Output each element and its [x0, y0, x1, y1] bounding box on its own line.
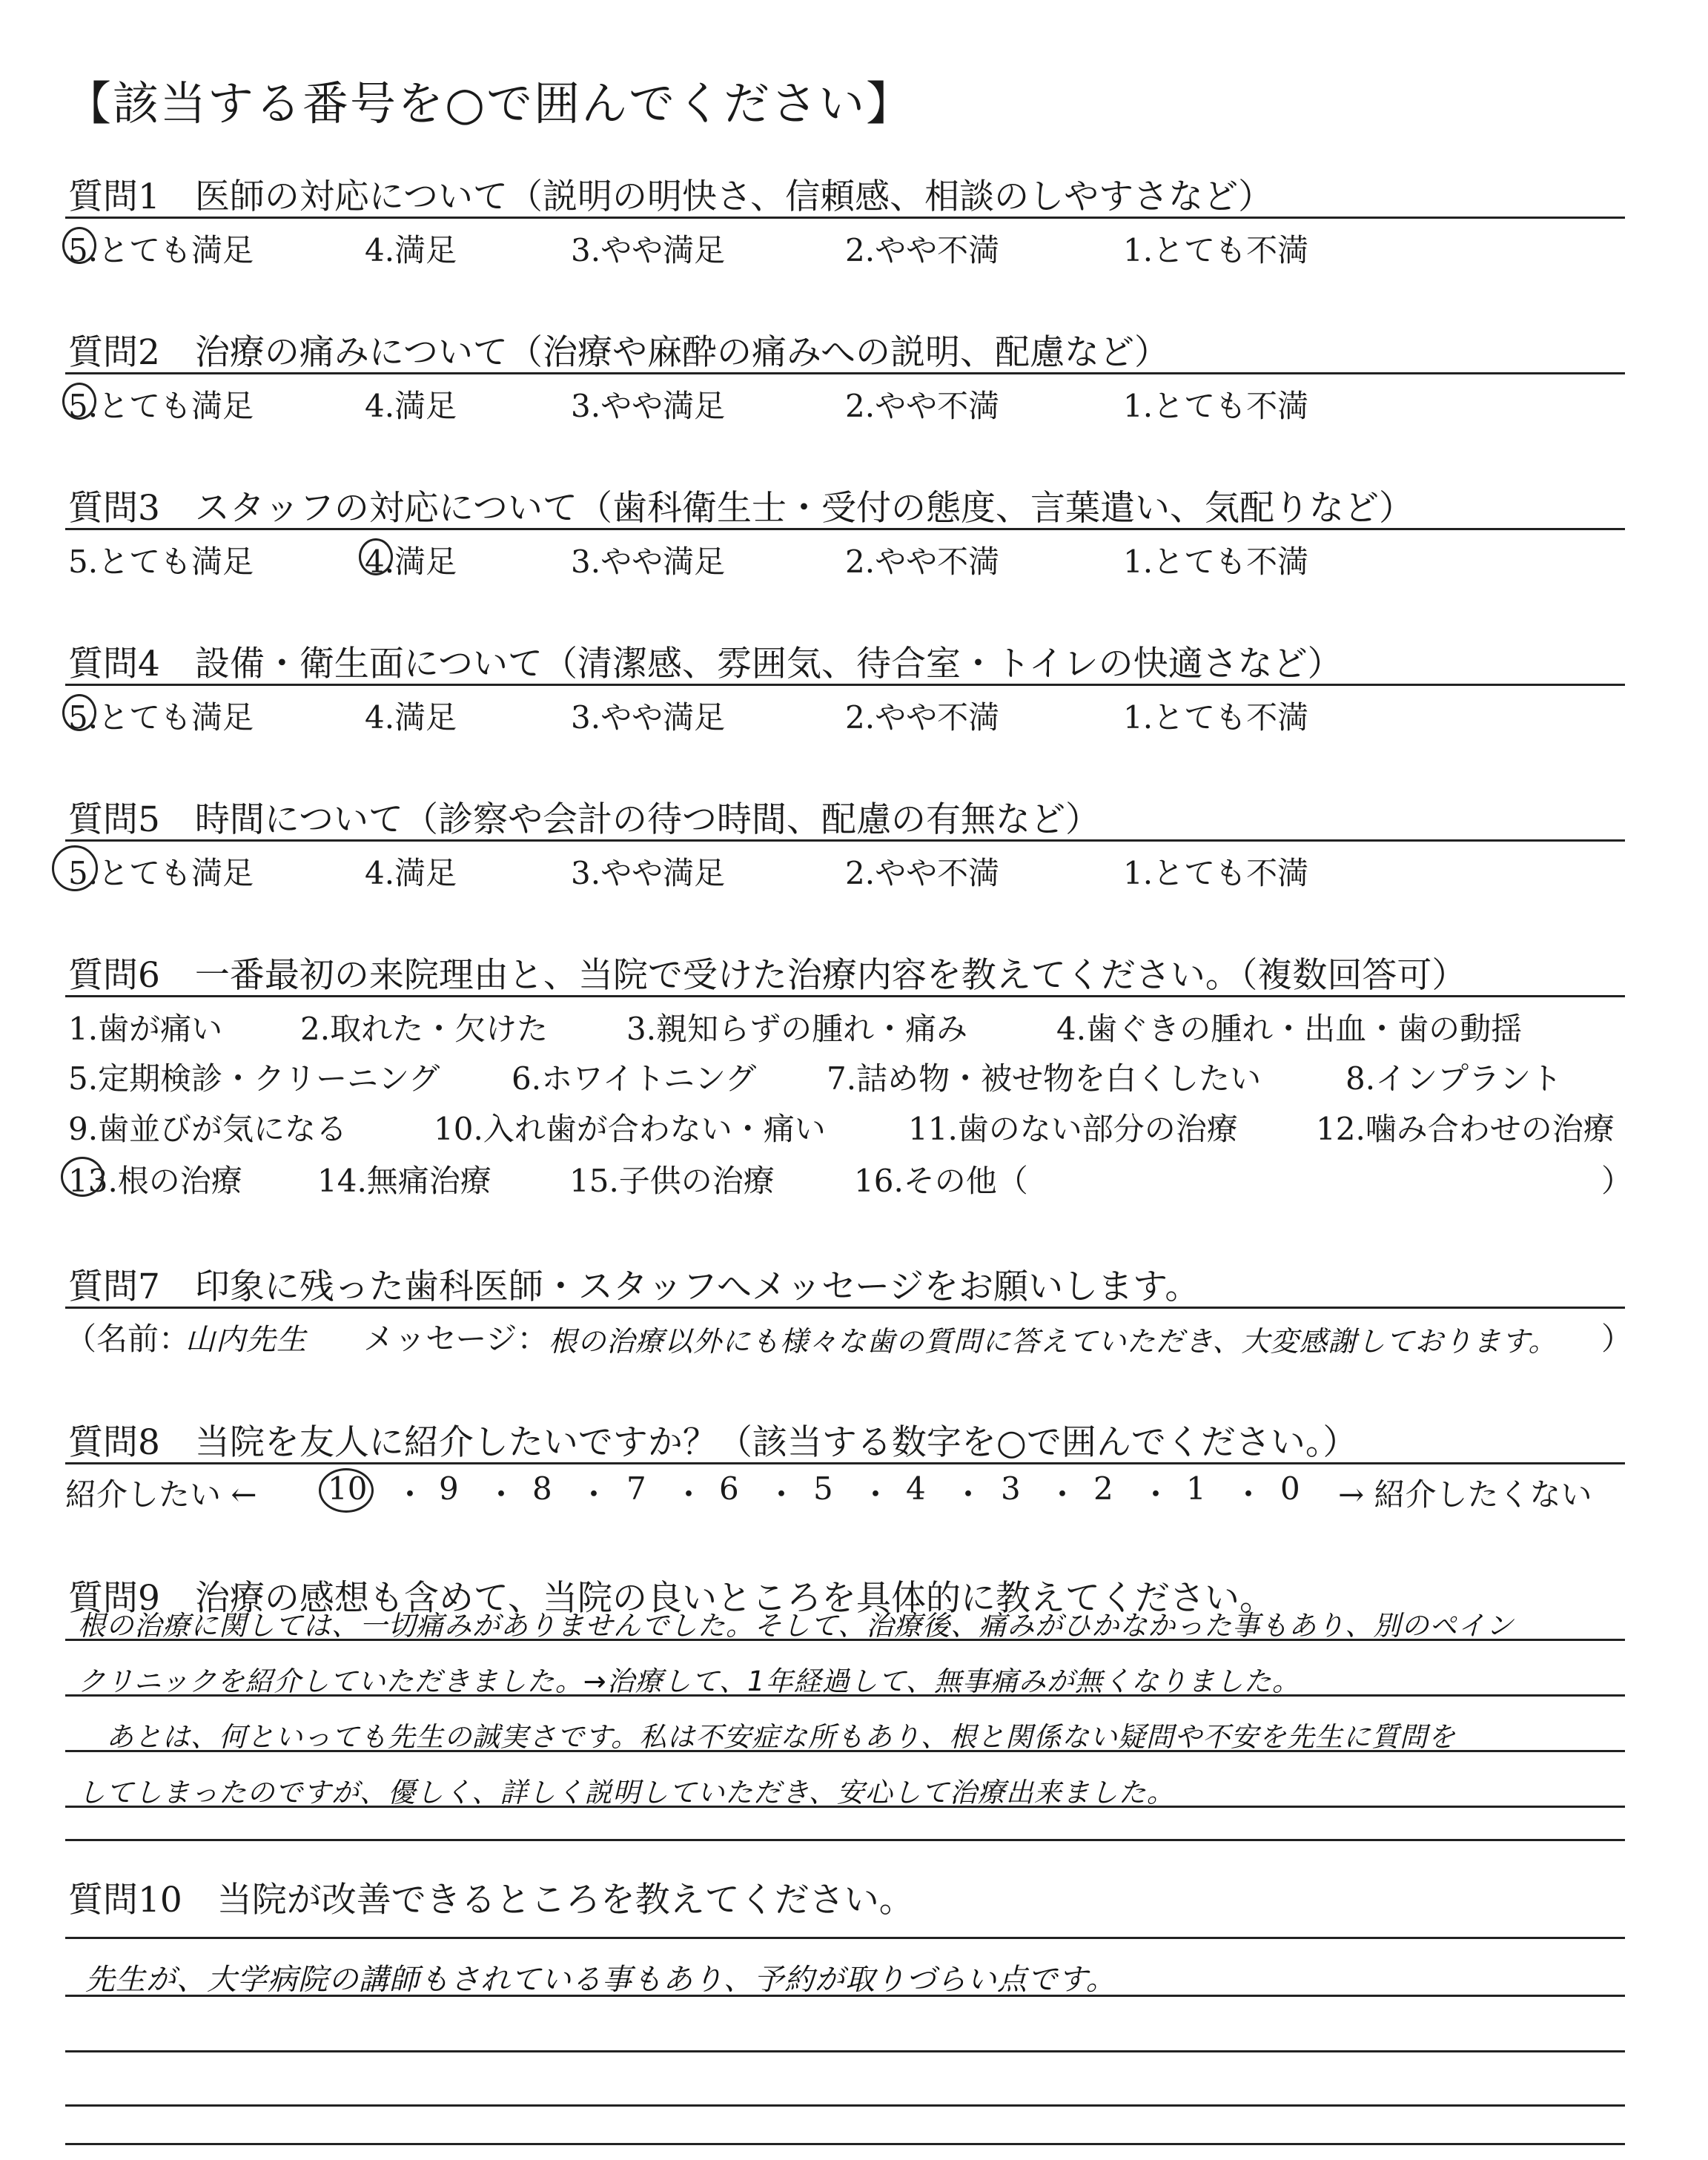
q8-selection-circle: [319, 1468, 374, 1513]
q6-heading: 質問6 一番最初の来院理由と、当院で受けた治療内容を教えてください。（複数回答可）: [68, 955, 1467, 996]
q8-right-label: → 紹介したくない: [1338, 1476, 1592, 1513]
q6-item-10[interactable]: 10.入れ歯が合わない・痛い: [434, 1111, 826, 1147]
q8-scale-8[interactable]: 8: [532, 1470, 552, 1507]
q10-answer-line-1: 先生が、大学病院の講師もされている事もあり、予約が取りづらい点です。: [85, 1963, 1116, 1997]
q1-selection-circle: [62, 227, 96, 264]
q3-option-1[interactable]: 1.とても不満: [1123, 544, 1309, 580]
q8-scale-10[interactable]: 10: [328, 1470, 368, 1507]
q6-item-8[interactable]: 8.インプラント: [1345, 1060, 1563, 1097]
q8-dot: ・: [1233, 1476, 1265, 1513]
q7-heading: 質問7 印象に残った歯科医師・スタッフへメッセージをお願いします。: [68, 1266, 1200, 1307]
q8-dot: ・: [1140, 1476, 1172, 1513]
q8-dot: ・: [486, 1476, 517, 1513]
q6-item-3[interactable]: 3.親知らずの腫れ・痛み: [626, 1011, 968, 1047]
q8-scale-0[interactable]: 0: [1280, 1470, 1300, 1507]
q3-option-3[interactable]: 3.やや満足: [571, 544, 726, 580]
q4-option-1[interactable]: 1.とても不満: [1123, 699, 1309, 736]
q9-answer-line-2: クリニックを紹介していただきました。→治療して、1年経過して、無事痛みが無くなりました。: [78, 1665, 1300, 1697]
q9-heading: 質問9 治療の感想も含めて、当院の良いところを具体的に教えてください。: [68, 1578, 1274, 1619]
q4-heading: 質問4 設備・衛生面について（清潔感、雰囲気、待合室・トイレの快適さなど）: [68, 644, 1343, 684]
q1-option-3[interactable]: 3.やや満足: [571, 232, 726, 268]
q9-answer-line-4: してしまったのですが、優しく、詳しく説明していただき、安心して治療出来ました。: [78, 1777, 1175, 1809]
q1-heading: 質問1 医師の対応について（説明の明快さ、信頼感、相談のしやすさなど）: [68, 176, 1274, 217]
q6-item-9[interactable]: 9.歯並びが気になる: [68, 1111, 348, 1147]
q8-dot: ・: [673, 1476, 705, 1513]
q7-rule: [65, 1307, 1625, 1309]
q5-option-5[interactable]: 5.とても満足: [68, 855, 254, 891]
q7-message-value[interactable]: 根の治療以外にも様々な歯の質問に答えていただき、大変感謝しております。: [549, 1325, 1558, 1358]
q3-heading: 質問3 スタッフの対応について（歯科衛生士・受付の態度、言葉遣い、気配りなど）: [68, 488, 1414, 529]
q9-line-rule-5: [65, 1839, 1625, 1841]
q10-line-rule-5: [65, 2143, 1625, 2145]
q5-heading: 質問5 時間について（診察や会計の待つ時間、配慮の有無など）: [68, 799, 1100, 840]
q6-item-5[interactable]: 5.定期検診・クリーニング: [68, 1060, 440, 1097]
q8-dot: ・: [1047, 1476, 1079, 1513]
q2-rule: [65, 372, 1625, 374]
q10-line-rule-3: [65, 2050, 1625, 2052]
q2-option-5[interactable]: 5.とても満足: [68, 388, 254, 424]
q1-rule: [65, 217, 1625, 219]
q5-selection-circle: [52, 845, 98, 891]
q6-item-16[interactable]: 16.その他（: [854, 1163, 1028, 1199]
q5-option-1[interactable]: 1.とても不満: [1123, 855, 1309, 891]
q8-scale-5[interactable]: 5: [813, 1470, 833, 1507]
q8-dot: ・: [578, 1476, 610, 1513]
q8-dot: ・: [394, 1476, 426, 1513]
q6-other-close-paren: ）: [1601, 1163, 1633, 1199]
q1-option-1[interactable]: 1.とても不満: [1123, 232, 1309, 268]
q2-option-2[interactable]: 2.やや不満: [845, 388, 1000, 424]
q8-left-label: 紹介したい ←: [65, 1476, 257, 1513]
q1-option-2[interactable]: 2.やや不満: [845, 232, 1000, 268]
q6-item-1[interactable]: 1.歯が痛い: [68, 1011, 223, 1047]
q5-option-2[interactable]: 2.やや不満: [845, 855, 1000, 891]
q8-rule: [65, 1462, 1625, 1464]
q6-item-15[interactable]: 15.子供の治療: [569, 1163, 775, 1199]
q5-option-4[interactable]: 4.満足: [365, 855, 457, 891]
q3-option-2[interactable]: 2.やや不満: [845, 544, 1000, 580]
q6-item-2[interactable]: 2.取れた・欠けた: [300, 1011, 549, 1047]
q3-rule: [65, 528, 1625, 530]
q2-option-1[interactable]: 1.とても不満: [1123, 388, 1309, 424]
q6-item-4[interactable]: 4.歯ぐきの腫れ・出血・歯の動揺: [1056, 1011, 1523, 1047]
q8-scale-2[interactable]: 2: [1093, 1470, 1113, 1507]
q8-heading: 質問8 当院を友人に紹介したいですか？（該当する数字を○で囲んでください。）: [68, 1422, 1358, 1463]
q10-line-rule-4: [65, 2104, 1625, 2107]
q7-message-label: メッセージ：: [363, 1321, 549, 1357]
q2-option-3[interactable]: 3.やや満足: [571, 388, 726, 424]
q7-name-label: （名前：: [65, 1321, 191, 1357]
q8-scale-3[interactable]: 3: [1001, 1470, 1021, 1507]
q4-option-2[interactable]: 2.やや不満: [845, 699, 1000, 736]
q8-dot: ・: [766, 1476, 798, 1513]
q6-rule: [65, 995, 1625, 997]
page-title: 【該当する番号を○で囲んでください】: [65, 76, 914, 131]
q5-rule: [65, 839, 1625, 842]
q9-answer-line-1: 根の治療に関しては、一切痛みがありませんでした。そして、治療後、痛みがひかなかった事もあり、別のペイン: [78, 1610, 1515, 1642]
q6-item-12[interactable]: 12.噛み合わせの治療: [1316, 1111, 1615, 1147]
q8-scale-1[interactable]: 1: [1186, 1470, 1206, 1507]
q4-rule: [65, 684, 1625, 686]
q8-dot: ・: [860, 1476, 892, 1513]
q3-option-5[interactable]: 5.とても満足: [68, 544, 254, 580]
q6-item-11[interactable]: 11.歯のない部分の治療: [908, 1111, 1238, 1147]
q6-item-7[interactable]: 7.詰め物・被せ物を白くしたい: [827, 1060, 1262, 1097]
q4-option-4[interactable]: 4.満足: [365, 699, 457, 736]
q10-heading: 質問10 当院が改善できるところを教えてください。: [68, 1880, 914, 1920]
q8-scale-4[interactable]: 4: [906, 1470, 926, 1507]
q6-item-13[interactable]: 13.根の治療: [68, 1163, 242, 1199]
q4-option-5[interactable]: 5.とても満足: [68, 699, 254, 736]
q2-selection-circle: [62, 383, 96, 420]
q2-option-4[interactable]: 4.満足: [365, 388, 457, 424]
q7-name-value[interactable]: 山内先生: [185, 1323, 307, 1357]
q8-scale-6[interactable]: 6: [719, 1470, 739, 1507]
q2-heading: 質問2 治療の痛みについて（治療や麻酔の痛みへの説明、配慮など）: [68, 332, 1170, 373]
q1-option-4[interactable]: 4.満足: [365, 232, 457, 268]
q1-option-5[interactable]: 5.とても満足: [68, 232, 254, 268]
q6-selection-circle: [61, 1157, 104, 1197]
q7-close-paren: ）: [1601, 1321, 1633, 1357]
q3-option-4[interactable]: 4.満足: [365, 544, 457, 580]
q6-item-14[interactable]: 14.無痛治療: [317, 1163, 491, 1199]
q4-selection-circle: [62, 694, 96, 731]
q8-scale-7[interactable]: 7: [626, 1470, 646, 1507]
q8-scale-9[interactable]: 9: [439, 1470, 459, 1507]
q4-option-3[interactable]: 3.やや満足: [571, 699, 726, 736]
q10-line-rule-1: [65, 1937, 1625, 1939]
q3-selection-circle: [359, 538, 393, 575]
q9-answer-line-3: あとは、何といっても先生の誠実さです。私は不安症な所もあり、根と関係ない疑問や不安を先生に質問を: [78, 1721, 1457, 1753]
q5-option-3[interactable]: 3.やや満足: [571, 855, 726, 891]
q8-dot: ・: [953, 1476, 984, 1513]
q6-item-6[interactable]: 6.ホワイトニング: [512, 1060, 757, 1097]
